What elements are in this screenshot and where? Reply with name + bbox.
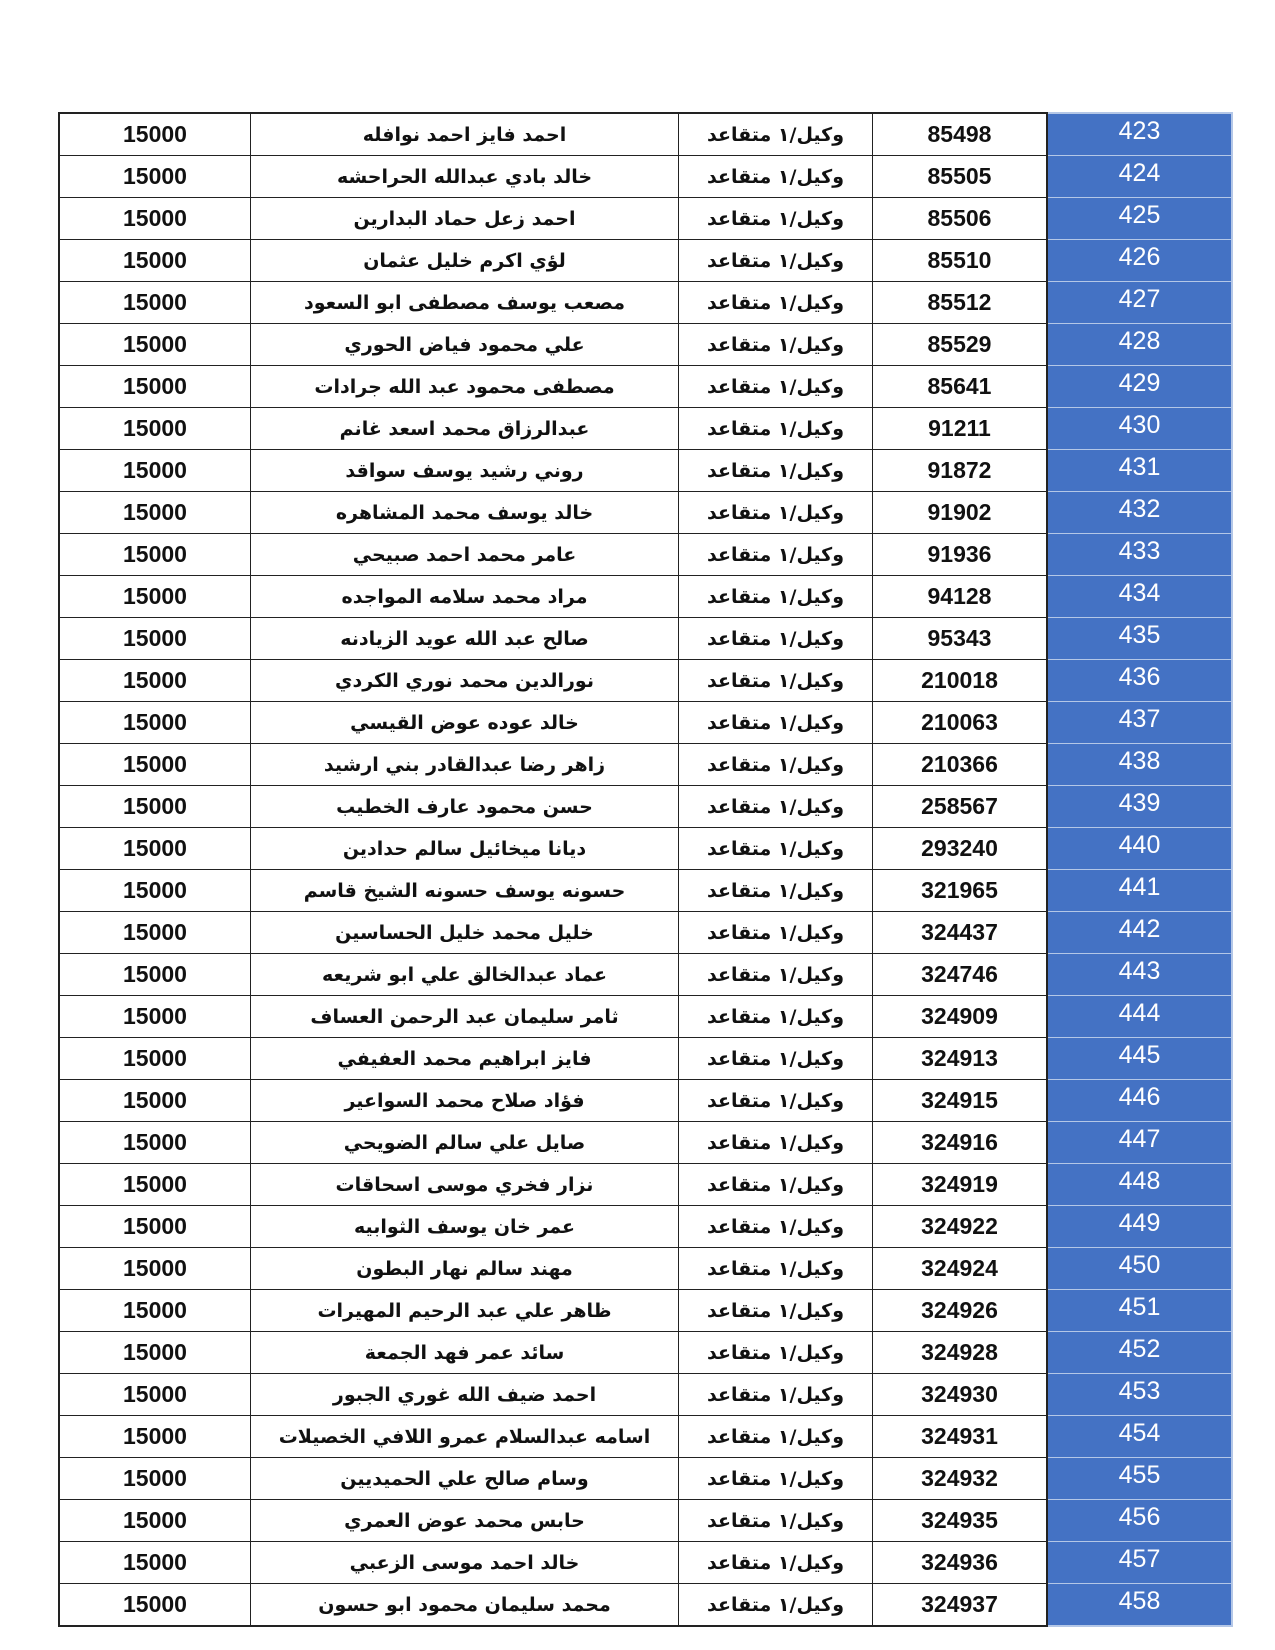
rank-status-cell: وكيل/١ متقاعد [679, 744, 873, 786]
id-number-cell: 321965 [873, 870, 1048, 912]
sequence-number-cell: 441 [1047, 870, 1232, 912]
table-row [59, 1080, 1232, 1122]
amount-cell: 15000 [59, 1500, 251, 1542]
id-number-cell: 210366 [873, 744, 1048, 786]
rank-status-cell: وكيل/١ متقاعد [679, 1416, 873, 1458]
id-number-cell: 85505 [873, 156, 1048, 198]
amount-cell: 15000 [59, 324, 251, 366]
rank-status-cell: وكيل/١ متقاعد [679, 1122, 873, 1164]
id-number-cell: 91902 [873, 492, 1048, 534]
name-cell: صايل علي سالم الضويحي [251, 1122, 679, 1164]
name-cell: وسام صالح علي الحميديين [251, 1458, 679, 1500]
rank-status-cell: وكيل/١ متقاعد [679, 1080, 873, 1122]
table-row [59, 1290, 1232, 1332]
rank-status-cell: وكيل/١ متقاعد [679, 702, 873, 744]
table-row [59, 1038, 1232, 1080]
sequence-number-cell: 443 [1047, 954, 1232, 996]
table-row [59, 576, 1232, 618]
id-number-cell: 210063 [873, 702, 1048, 744]
sequence-number-cell: 458 [1047, 1584, 1232, 1627]
amount-cell: 15000 [59, 450, 251, 492]
sequence-number-cell: 451 [1047, 1290, 1232, 1332]
amount-cell: 15000 [59, 828, 251, 870]
name-cell: روني رشيد يوسف سواقد [251, 450, 679, 492]
table-row [59, 702, 1232, 744]
table-row [59, 1500, 1232, 1542]
table-row [59, 408, 1232, 450]
rank-status-cell: وكيل/١ متقاعد [679, 828, 873, 870]
table-row [59, 198, 1232, 240]
table-row [59, 1458, 1232, 1500]
rank-status-cell: وكيل/١ متقاعد [679, 1038, 873, 1080]
rank-status-cell: وكيل/١ متقاعد [679, 912, 873, 954]
id-number-cell: 324936 [873, 1542, 1048, 1584]
name-cell: مهند سالم نهار البطون [251, 1248, 679, 1290]
id-number-cell: 324915 [873, 1080, 1048, 1122]
name-cell: عامر محمد احمد صبيحي [251, 534, 679, 576]
id-number-cell: 324935 [873, 1500, 1048, 1542]
table-row [59, 954, 1232, 996]
sequence-number-cell: 427 [1047, 282, 1232, 324]
sequence-number-cell: 436 [1047, 660, 1232, 702]
table-body [59, 113, 1232, 1626]
amount-cell: 15000 [59, 1374, 251, 1416]
name-cell: مصعب يوسف مصطفى ابو السعود [251, 282, 679, 324]
amount-cell: 15000 [59, 366, 251, 408]
sequence-number-cell: 438 [1047, 744, 1232, 786]
rank-status-cell: وكيل/١ متقاعد [679, 1332, 873, 1374]
table-row [59, 660, 1232, 702]
rank-status-cell: وكيل/١ متقاعد [679, 618, 873, 660]
rank-status-cell: وكيل/١ متقاعد [679, 1164, 873, 1206]
table-row [59, 1542, 1232, 1584]
name-cell: ديانا ميخائيل سالم حدادين [251, 828, 679, 870]
id-number-cell: 258567 [873, 786, 1048, 828]
name-cell: فايز ابراهيم محمد العفيفي [251, 1038, 679, 1080]
amount-cell: 15000 [59, 660, 251, 702]
name-cell: احمد ضيف الله غوري الجبور [251, 1374, 679, 1416]
id-number-cell: 324437 [873, 912, 1048, 954]
rank-status-cell: وكيل/١ متقاعد [679, 954, 873, 996]
name-cell: سائد عمر فهد الجمعة [251, 1332, 679, 1374]
id-number-cell: 85641 [873, 366, 1048, 408]
amount-cell: 15000 [59, 1122, 251, 1164]
amount-cell: 15000 [59, 702, 251, 744]
name-cell: احمد زعل حماد البدارين [251, 198, 679, 240]
sequence-number-cell: 431 [1047, 450, 1232, 492]
name-cell: محمد سليمان محمود ابو حسون [251, 1584, 679, 1627]
id-number-cell: 324916 [873, 1122, 1048, 1164]
amount-cell: 15000 [59, 1332, 251, 1374]
name-cell: عماد عبدالخالق علي ابو شريعه [251, 954, 679, 996]
name-cell: خالد عوده عوض القيسي [251, 702, 679, 744]
sequence-number-cell: 429 [1047, 366, 1232, 408]
id-number-cell: 95343 [873, 618, 1048, 660]
sequence-number-cell: 454 [1047, 1416, 1232, 1458]
amount-cell: 15000 [59, 744, 251, 786]
rank-status-cell: وكيل/١ متقاعد [679, 156, 873, 198]
table-row [59, 618, 1232, 660]
id-number-cell: 324930 [873, 1374, 1048, 1416]
id-number-cell: 324913 [873, 1038, 1048, 1080]
amount-cell: 15000 [59, 282, 251, 324]
rank-status-cell: وكيل/١ متقاعد [679, 1458, 873, 1500]
id-number-cell: 324909 [873, 996, 1048, 1038]
sequence-number-cell: 423 [1047, 113, 1232, 156]
rank-status-cell: وكيل/١ متقاعد [679, 324, 873, 366]
amount-cell: 15000 [59, 1206, 251, 1248]
table-row [59, 282, 1232, 324]
id-number-cell: 210018 [873, 660, 1048, 702]
name-cell: حابس محمد عوض العمري [251, 1500, 679, 1542]
table-row [59, 1332, 1232, 1374]
table-row [59, 996, 1232, 1038]
amount-cell: 15000 [59, 954, 251, 996]
rank-status-cell: وكيل/١ متقاعد [679, 1584, 873, 1627]
id-number-cell: 85506 [873, 198, 1048, 240]
name-cell: مصطفى محمود عبد الله جرادات [251, 366, 679, 408]
table-row [59, 744, 1232, 786]
sequence-number-cell: 434 [1047, 576, 1232, 618]
rank-status-cell: وكيل/١ متقاعد [679, 492, 873, 534]
sequence-number-cell: 437 [1047, 702, 1232, 744]
sequence-number-cell: 446 [1047, 1080, 1232, 1122]
sequence-number-cell: 428 [1047, 324, 1232, 366]
rank-status-cell: وكيل/١ متقاعد [679, 366, 873, 408]
name-cell: خليل محمد خليل الحساسين [251, 912, 679, 954]
sequence-number-cell: 425 [1047, 198, 1232, 240]
rank-status-cell: وكيل/١ متقاعد [679, 408, 873, 450]
amount-cell: 15000 [59, 1416, 251, 1458]
table-row [59, 156, 1232, 198]
sequence-number-cell: 449 [1047, 1206, 1232, 1248]
sequence-number-cell: 455 [1047, 1458, 1232, 1500]
amount-cell: 15000 [59, 408, 251, 450]
rank-status-cell: وكيل/١ متقاعد [679, 240, 873, 282]
amount-cell: 15000 [59, 1164, 251, 1206]
table-row [59, 786, 1232, 828]
sequence-number-cell: 456 [1047, 1500, 1232, 1542]
id-number-cell: 324932 [873, 1458, 1048, 1500]
name-cell: خالد احمد موسى الزعبي [251, 1542, 679, 1584]
name-cell: مراد محمد سلامه المواجده [251, 576, 679, 618]
rank-status-cell: وكيل/١ متقاعد [679, 534, 873, 576]
name-cell: زاهر رضا عبدالقادر بني ارشيد [251, 744, 679, 786]
amount-cell: 15000 [59, 1290, 251, 1332]
id-number-cell: 324746 [873, 954, 1048, 996]
rank-status-cell: وكيل/١ متقاعد [679, 1206, 873, 1248]
rank-status-cell: وكيل/١ متقاعد [679, 450, 873, 492]
amount-cell: 15000 [59, 912, 251, 954]
table-row [59, 240, 1232, 282]
sequence-number-cell: 452 [1047, 1332, 1232, 1374]
id-number-cell: 85510 [873, 240, 1048, 282]
sequence-number-cell: 433 [1047, 534, 1232, 576]
id-number-cell: 324924 [873, 1248, 1048, 1290]
sequence-number-cell: 444 [1047, 996, 1232, 1038]
sequence-number-cell: 447 [1047, 1122, 1232, 1164]
amount-cell: 15000 [59, 240, 251, 282]
id-number-cell: 85529 [873, 324, 1048, 366]
name-cell: خالد بادي عبدالله الحراحشه [251, 156, 679, 198]
table-row [59, 1584, 1232, 1627]
name-cell: نزار فخري موسى اسحاقات [251, 1164, 679, 1206]
amount-cell: 15000 [59, 576, 251, 618]
amount-cell: 15000 [59, 1542, 251, 1584]
rank-status-cell: وكيل/١ متقاعد [679, 786, 873, 828]
table-row [59, 912, 1232, 954]
table-row [59, 1206, 1232, 1248]
rank-status-cell: وكيل/١ متقاعد [679, 996, 873, 1038]
table-row [59, 366, 1232, 408]
amount-cell: 15000 [59, 1038, 251, 1080]
table-row [59, 1164, 1232, 1206]
rank-status-cell: وكيل/١ متقاعد [679, 870, 873, 912]
amount-cell: 15000 [59, 156, 251, 198]
rank-status-cell: وكيل/١ متقاعد [679, 1290, 873, 1332]
name-cell: احمد فايز احمد نوافله [251, 113, 679, 156]
sequence-number-cell: 442 [1047, 912, 1232, 954]
beneficiaries-table [58, 112, 1233, 1627]
sequence-number-cell: 457 [1047, 1542, 1232, 1584]
amount-cell: 15000 [59, 870, 251, 912]
sequence-number-cell: 439 [1047, 786, 1232, 828]
table-row [59, 870, 1232, 912]
id-number-cell: 94128 [873, 576, 1048, 618]
rank-status-cell: وكيل/١ متقاعد [679, 576, 873, 618]
amount-cell: 15000 [59, 534, 251, 576]
amount-cell: 15000 [59, 1080, 251, 1122]
name-cell: عبدالرزاق محمد اسعد غانم [251, 408, 679, 450]
table-row [59, 828, 1232, 870]
rank-status-cell: وكيل/١ متقاعد [679, 1500, 873, 1542]
table-row [59, 1248, 1232, 1290]
table-row [59, 534, 1232, 576]
amount-cell: 15000 [59, 1248, 251, 1290]
amount-cell: 15000 [59, 786, 251, 828]
sequence-number-cell: 448 [1047, 1164, 1232, 1206]
sequence-number-cell: 430 [1047, 408, 1232, 450]
sequence-number-cell: 445 [1047, 1038, 1232, 1080]
table-row [59, 113, 1232, 156]
name-cell: حسن محمود عارف الخطيب [251, 786, 679, 828]
amount-cell: 15000 [59, 492, 251, 534]
name-cell: ظاهر علي عبد الرحيم المهيرات [251, 1290, 679, 1332]
name-cell: علي محمود فياض الحوري [251, 324, 679, 366]
table-row [59, 1122, 1232, 1164]
table-row [59, 492, 1232, 534]
name-cell: خالد يوسف محمد المشاهره [251, 492, 679, 534]
amount-cell: 15000 [59, 996, 251, 1038]
rank-status-cell: وكيل/١ متقاعد [679, 198, 873, 240]
sequence-number-cell: 435 [1047, 618, 1232, 660]
amount-cell: 15000 [59, 1584, 251, 1627]
sequence-number-cell: 424 [1047, 156, 1232, 198]
id-number-cell: 85498 [873, 113, 1048, 156]
rank-status-cell: وكيل/١ متقاعد [679, 1248, 873, 1290]
amount-cell: 15000 [59, 198, 251, 240]
id-number-cell: 91872 [873, 450, 1048, 492]
amount-cell: 15000 [59, 618, 251, 660]
table-row [59, 450, 1232, 492]
id-number-cell: 324926 [873, 1290, 1048, 1332]
id-number-cell: 85512 [873, 282, 1048, 324]
id-number-cell: 324928 [873, 1332, 1048, 1374]
sequence-number-cell: 432 [1047, 492, 1232, 534]
name-cell: عمر خان يوسف الثوابيه [251, 1206, 679, 1248]
id-number-cell: 324931 [873, 1416, 1048, 1458]
rank-status-cell: وكيل/١ متقاعد [679, 282, 873, 324]
sequence-number-cell: 440 [1047, 828, 1232, 870]
name-cell: اسامه عبدالسلام عمرو اللافي الخصيلات [251, 1416, 679, 1458]
id-number-cell: 324922 [873, 1206, 1048, 1248]
table-row [59, 1416, 1232, 1458]
name-cell: ثامر سليمان عبد الرحمن العساف [251, 996, 679, 1038]
table-row [59, 1374, 1232, 1416]
name-cell: نورالدين محمد نوري الكردي [251, 660, 679, 702]
id-number-cell: 324919 [873, 1164, 1048, 1206]
name-cell: لؤي اكرم خليل عثمان [251, 240, 679, 282]
rank-status-cell: وكيل/١ متقاعد [679, 1542, 873, 1584]
id-number-cell: 91211 [873, 408, 1048, 450]
id-number-cell: 91936 [873, 534, 1048, 576]
name-cell: حسونه يوسف حسونه الشيخ قاسم [251, 870, 679, 912]
rank-status-cell: وكيل/١ متقاعد [679, 113, 873, 156]
amount-cell: 15000 [59, 1458, 251, 1500]
sequence-number-cell: 453 [1047, 1374, 1232, 1416]
sequence-number-cell: 450 [1047, 1248, 1232, 1290]
id-number-cell: 324937 [873, 1584, 1048, 1627]
name-cell: صالح عبد الله عويد الزيادنه [251, 618, 679, 660]
id-number-cell: 293240 [873, 828, 1048, 870]
table-row [59, 324, 1232, 366]
rank-status-cell: وكيل/١ متقاعد [679, 1374, 873, 1416]
amount-cell: 15000 [59, 113, 251, 156]
name-cell: فؤاد صلاح محمد السواعير [251, 1080, 679, 1122]
sequence-number-cell: 426 [1047, 240, 1232, 282]
rank-status-cell: وكيل/١ متقاعد [679, 660, 873, 702]
